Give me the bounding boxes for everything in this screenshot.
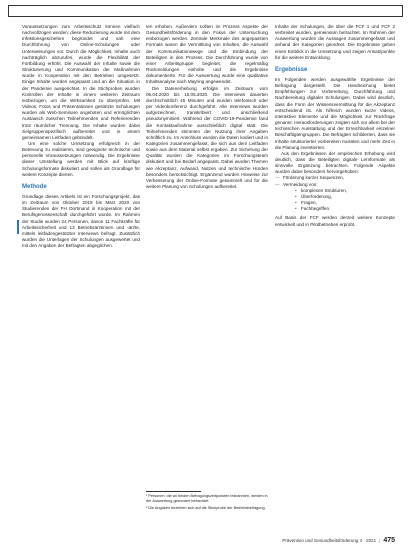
margin-marker [17,220,19,234]
page-footer [282,537,395,544]
footnote-divider [146,491,201,492]
results-heading: Ergebnisse [275,66,308,73]
footnotes [146,494,268,513]
journal-name: Prävention und Gesundheitsförderung 4 · 2021 [282,538,377,543]
intro-paragraph: Voraussetzungen zum Arbeitsschutz können vielfach nachvollzogen werden: diese Reduzierung wurde mit dem Infektionsgeschehen begründet und sah eine Durchführung von Online-Schulungen oder Unterweisungen vor. Durch die Möglichkeit, Inhalte auch nachträglich abzurufen, wurde die Flexibilität der Fortbildung erhöht. Die Auswahl der Inhalte sowie die Strukturierung und Kommunikation der Maßnahmen wurde in Kooperation mit den Betrieben umgesetzt. Einige Inhalte wurden angepasst und an die Situation in der Pandemie ausgerichtet. In die Stichproben wurden Kontrollen der Inhalte in einem weiteren Zeitraum einbezogen, um die Wirksamkeit zu überprüfen. Mit Videos, Fotos und Präsentationen gestützte Schulungen wurden als Web-Seminare angeboten und ermöglichten Austausch zwischen Teilnehmenden und Referierenden trotz räumlicher Trennung. Die Inhalte wurden dabei zielgruppenspezifisch aufbereitet und in einem gemeinsamen Leitfaden gebündelt. [22,24,140,140]
closing-paragraph: Auf Basis der FCF werden derzeit weitere Konzepte entwickelt und in Pilotbetrieben erprobt. [275,215,395,227]
footnote-2: ² Die Angaben beziehen sich auf die Stichprobe der Betriebsbefragung. [146,506,266,510]
footnote-1: ¹ Personen, die an beiden Befragungszeitpunkten teilnahmen, werden in der Auswertung gesondert betrachtet. [146,494,268,503]
column-middle [146,24,268,190]
column-right [275,24,395,228]
list-item [275,182,395,213]
paragraph-2: Um eine solche Umsetzung erfolgreich in der Betreuung zu realisieren, sind geeignete technische und personelle Voraussetzungen notwendig. Die Ergebnisse dieser Umstellung werden mit Blick auf künftige Schulungsformate diskutiert und sollen als Grundlage für weitere Konzepte dienen. [22,140,140,177]
list-item: — Förderung kurzer Sequenzen, [275,175,395,181]
sub-list-item: • Fachbegriffen. [295,206,395,212]
sub-list-item: • Fragen, [295,200,395,206]
footer-separator: | [379,538,381,543]
column-left [22,24,140,249]
results-paragraph: Im Folgenden werden ausgewählte Ergebnisse der Befragung dargestellt. Die Handreichung bietet Empfehlungen zur Vorbereitung, Durchführung und Nachbereitung digitaler Schulungen. Dabei wird deutlich, dass die Form der Wissensvermittlung für die Akzeptanz entscheidend ist. Als hilfreich wurden kurze Videos, interaktive Elemente und die Möglichkeit zur Rückfrage genannt. Herausforderungen zeigten sich vor allem bei der technischen Ausstattung und der Erreichbarkeit einzelner Beschäftigtengruppen. Die Befragten schilderten, dass sie Inhalte strukturierter vorbereiten mussten und mehr Zeit in die Planung investierten. [275,76,395,150]
middle-paragraph-1: ten erhoben. Außerdem sollten im Prozess Aspekte der Gesundheitsförderung in den Fokus der Untersuchung einbezogen werden. Zentrale Merkmale des angepassten Formats waren die Vermittlung von Inhalten, die Auswahl der Kommunikationswege und die Einbindung der Beteiligten in den Prozess. Die Durchführung wurde von einer Arbeitsgruppe begleitet, die regelmäßig Rückmeldungen einholte und die Ergebnisse dokumentierte. Für die Auswertung wurde eine qualitative Inhaltsanalyse nach Mayring angewendet. [146,24,268,85]
results-paragraph-2: Aus den Ergebnissen der empirischen Erhebung wird deutlich, dass die Beteiligten digitale Lernformate als sinnvolle Ergänzung betrachten. Folgende Aspekte wurden dabei besonders hervorgehoben: [275,150,395,175]
list-item-label: Vermeidung von: [283,181,318,187]
methods-heading: Methode [22,183,47,190]
header-box [8,5,403,17]
methods-paragraph: Grundlage dieses Artikels ist ein Forschungsprojekt, das im Zeitraum von Oktober 2019 bis März 2020 von Studierenden der FH Dortmund in Kooperation mit der Berufsgenossenschaft durchgeführt wurde. Im Rahmen der Studie wurden 24 Personen, davon 11 Fachkräfte für Arbeitssicherheit und 13 Betriebsärztinnen und -ärzte, mittels leitfadengestützter Interviews befragt. Zusätzlich wurden die Unterlagen der Schulungen ausgewertet und mit den Angaben der Befragten abgeglichen. [22,193,140,249]
recommendation-list [275,175,395,212]
sub-list [283,188,395,213]
page-number: 475 [383,537,395,544]
sub-list-item: • komplexen Strukturen, [295,188,395,194]
right-paragraph-1: Inhalte der Schulungen, die über die FCF 1 und FCF 2 verbreitet wurden, gemeinsam betrachtet. Im Rahmen der Auswertung wurden die Aussagen zusammengefasst und anhand der Kategorien geordnet. Die Ergebnisse geben einen Einblick in die Umsetzung und zeigen Ansatzpunkte für die weitere Entwicklung. [275,24,395,60]
sub-list-item: • Überforderung, [295,194,395,200]
middle-paragraph-2: Die Datenerhebung erfolgte im Zeitraum vom 06.04.2020 bis 15.05.2020. Die Interviews dauerten durchschnittlich 45 Minuten und wurden telefonisch oder per Videokonferenz durchgeführt. Alle Interviews wurden aufgezeichnet, transkribiert und anschließend pseudonymisiert. Während der COVID-19-Pandemie fand die Kontaktaufnahme ausschließlich digital statt. Die Teilnehmenden stimmten der Nutzung ihrer Angaben schriftlich zu. Im Anschluss wurden die Daten kodiert und in Kategorien zusammengefasst, die sich aus dem Leitfaden sowie aus dem Material selbst ergaben. Zur Sicherung der Qualität wurden die Kategorien im Forschungsteam diskutiert und bei Bedarf angepasst. Dabei wurden Themen wie Akzeptanz, Aufwand, Nutzen und technische Hürden besonders berücksichtigt. Ergänzend wurden Hinweise zur Verbesserung der Online-Formate gesammelt und für die weitere Planung von Schulungen aufbereitet. [146,85,268,190]
